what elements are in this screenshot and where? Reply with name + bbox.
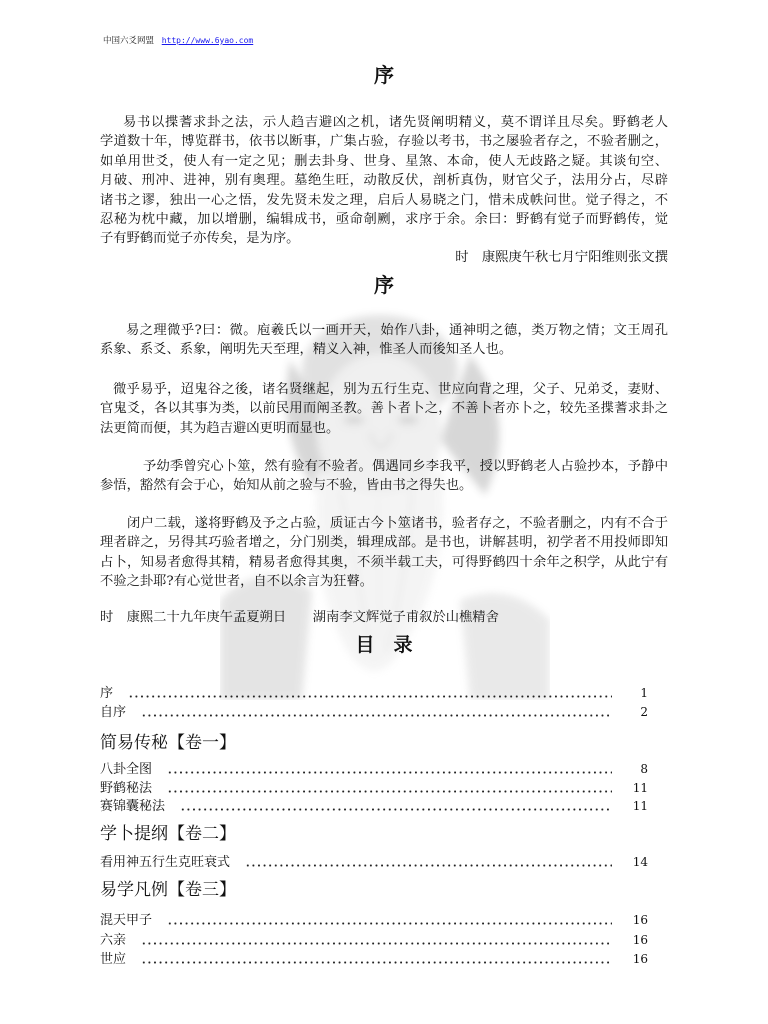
toc-entry [100,931,648,950]
dot-leader [245,864,612,867]
preface1-line: 易书以揲蓍求卦之法，示人趋吉避凶之机，诸先贤阐明精义，莫不谓详且尽矣。野鹤老人 [123,115,668,130]
toc-entry [100,779,648,798]
preface1-title: 序 [374,63,394,87]
preface1-body [100,113,668,249]
toc-entry-label: 六亲 [100,933,127,948]
preface2-paragraph [100,514,668,592]
preface1-line: 如单用世爻，使人有一定之见；删去卦身、世身、星煞、本命，使人无歧路之疑。其谈旬空、 [100,153,668,169]
preface2-line: 理者辟之，另得其巧验者增之，分门别类，辑理成部。是书也，讲解甚明，初学者不用投师即知 [100,535,668,551]
preface2-line: 官鬼爻，各以其事为类，以前民用而阐圣教。善卜者卜之，不善卜者亦卜之，较先圣揲蓍求卦之 [100,401,668,417]
dot-leader [180,808,612,811]
toc-entry-page: 11 [632,799,648,813]
toc-entry-label: 世应 [100,952,127,967]
toc-entry [100,760,648,779]
dot-leader [141,961,612,964]
preface1-line: 子有野鹤而觉子亦传矣，是为序。 [100,231,300,247]
page-header [103,35,253,47]
toc-entry [100,853,648,872]
site-link[interactable]: http://www.6yao.com [161,36,254,45]
dot-leader [141,714,612,717]
preface1-signature: 时 康熙庚午秋七月宁阳维则张文撰 [455,250,668,265]
toc-entry-label: 序 [100,686,114,701]
toc-entry-label: 八卦全图 [100,762,153,777]
preface2-line: 不验之卦耶?有心觉世者，自不以余言为狂瞽。 [100,574,374,590]
preface2-line: 予幼季曾究心卜筮，然有验有不验者。偶遇同乡李我平，授以野鹤老人占验抄本，予静中 [143,459,668,474]
dot-leader [167,771,612,774]
toc-entry-page: 16 [632,913,648,927]
preface2-line: 占卜，知易者愈得其精，精易者愈得其奥，不须半载工夫，可得野鹤四十余年之积学，从此宁有 [100,554,668,570]
toc-entry-page: 14 [632,855,648,869]
toc-title: 目 录 [355,634,413,656]
preface1-line: 忍秘为枕中藏，加以增删，编辑成书，亟命剞劂，求序于余。余曰：野鹤有觉子而野鹤传，觉 [100,211,668,227]
toc-entry-page: 1 [640,686,648,700]
toc-entry [100,911,648,930]
preface2-title: 序 [374,273,394,297]
preface1-line: 月破、刑冲、进神，别有奥理。墓绝生旺，动散反伏，剖析真伪，财官父子，法用分占，尽辟 [100,173,668,189]
toc-entry-page: 8 [640,762,648,776]
preface2-signature: 时 康熙二十九年庚午孟夏朔日 湖南李文辉觉子甫叙於山樵精舍 [100,610,499,625]
toc-entry [100,950,648,969]
preface2-line: 微乎易乎，迢鬼谷之後，诸名贤继起，别为五行生克、世应向背之理，父子、兄弟爻，妻财、 [113,382,668,397]
dot-leader [167,790,612,793]
preface1-line: 学道数十年，博览群书，依书以断事，广集占验，存验以考书，书之屡验者存之，不验者删之， [100,134,668,150]
preface2-line: 参悟，豁然有会于心，始知从前之验与不验，皆由书之得失也。 [100,478,473,494]
toc-entry-label: 自序 [100,705,127,720]
toc-entry [100,684,648,703]
preface2-line: 易之理微乎?曰：微。庖羲氏以一画开天，始作八卦，通神明之德，类万物之情；文王周孔 [126,323,668,338]
toc-entry-label: 野鹤秘法 [100,781,153,796]
toc-volume-heading: 易学凡例【卷三】 [100,880,236,900]
dot-leader [167,922,612,925]
preface2-line: 闭户二载，遂将野鹤及予之占验，质证古今卜筮诸书，验者存之，不验者删之，内有不合于 [127,516,668,531]
toc-entry-page: 2 [640,705,648,719]
toc-entry-page: 16 [632,933,648,947]
preface2-line: 法更简而便，其为趋吉避凶更明而显也。 [100,420,340,436]
dot-leader [128,695,612,698]
toc-volume-heading: 学卜提纲【卷二】 [100,824,236,844]
toc-entry [100,797,648,816]
preface1-line: 诸书之谬，独出一心之悟，发先贤未发之理，启后人易晓之门，惜未成帙问世。觉子得之，不 [100,192,668,208]
toc-entry-label: 赛锦囊秘法 [100,799,166,814]
dot-leader [141,942,612,945]
preface2-paragraph [100,457,668,496]
toc-entry [100,703,648,722]
toc-entry-label: 看用神五行生克旺衰式 [100,855,231,870]
preface2-line: 系象、系爻、系象，阐明先天至理，精义入神，惟圣人而後知圣人也。 [100,342,513,358]
site-name: 中国六爻网盟 [103,36,155,46]
preface2-paragraph [100,321,668,360]
toc-entry-page: 16 [632,952,648,966]
toc-volume-heading: 简易传秘【卷一】 [100,733,236,753]
preface2-paragraph [100,380,668,438]
toc-entry-label: 混天甲子 [100,913,153,928]
toc-entry-page: 11 [632,781,648,795]
